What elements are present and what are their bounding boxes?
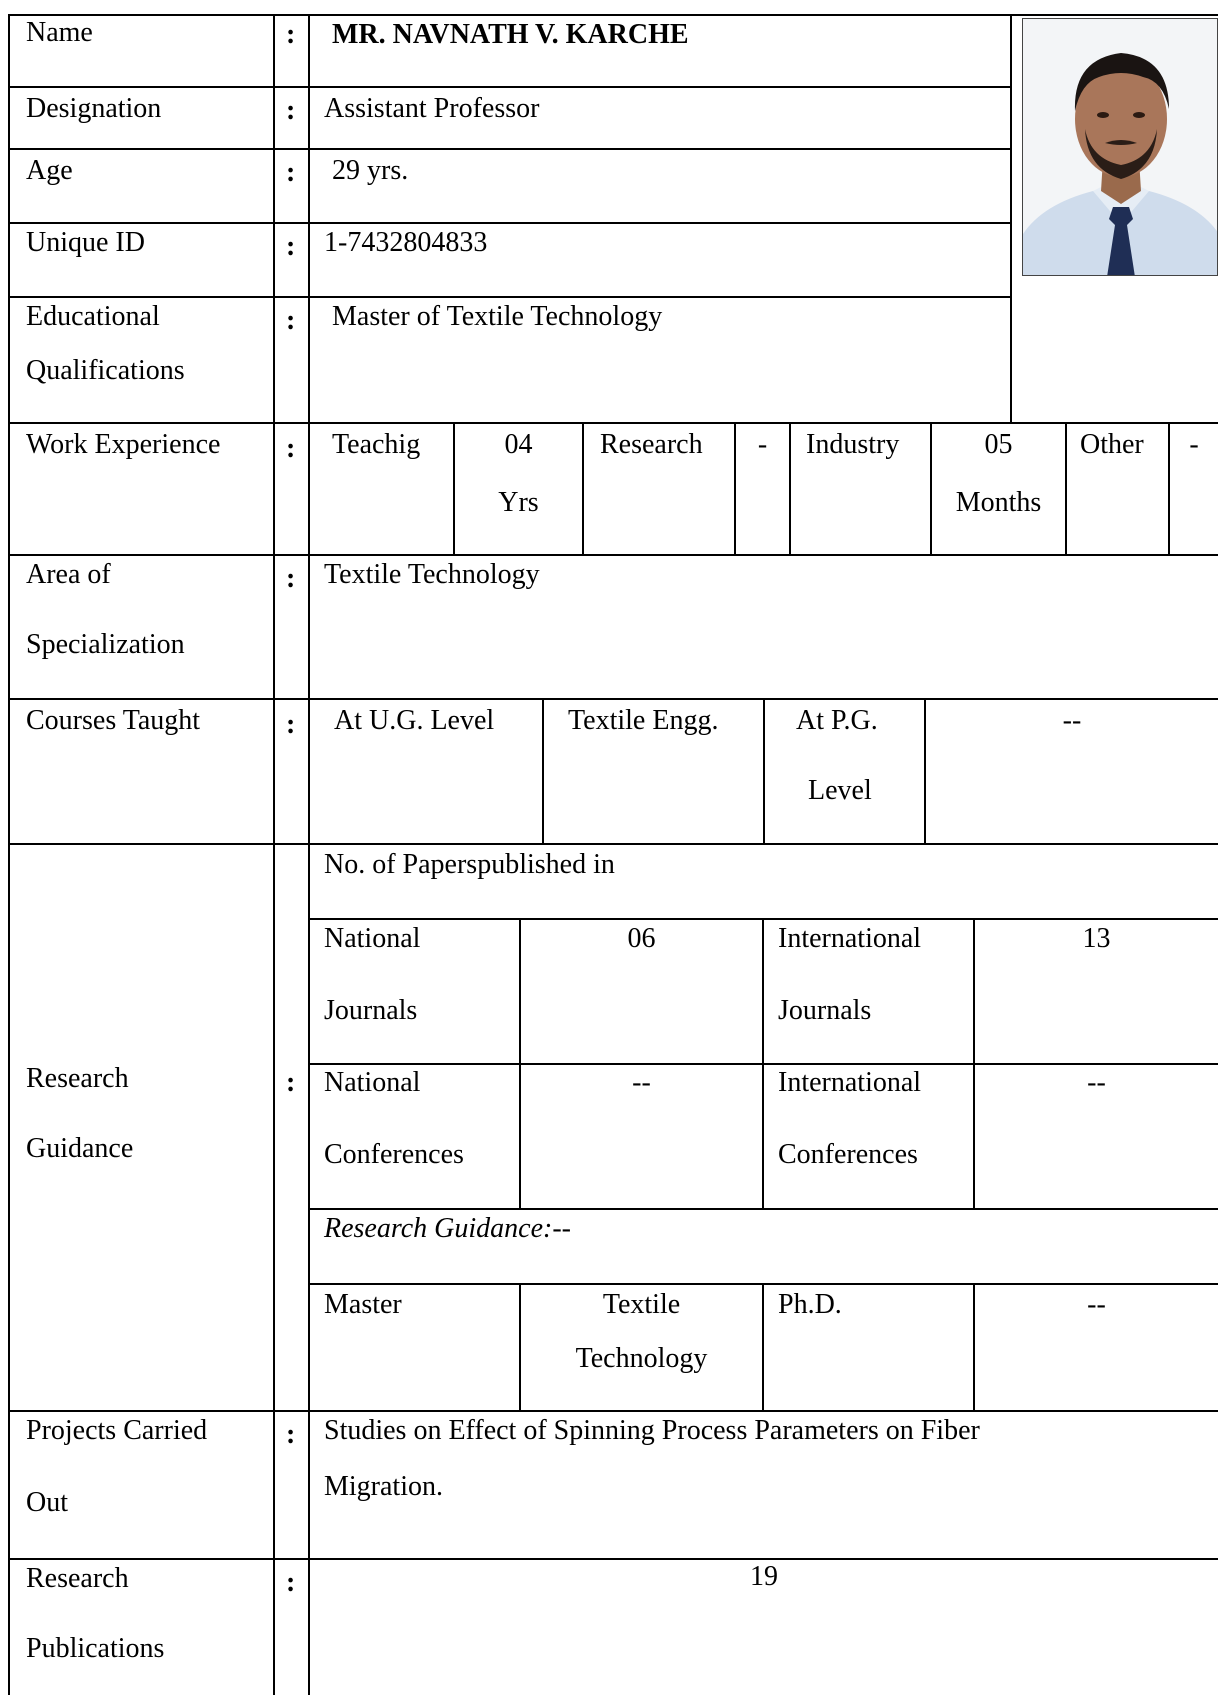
international-journals-label-line1: International <box>778 923 922 954</box>
research-label: Research <box>600 429 703 460</box>
name-value: MR. NAVNATH V. KARCHE <box>332 19 689 50</box>
cell-border <box>582 422 584 554</box>
work-experience-label: Work Experience <box>26 429 221 460</box>
row-line <box>8 148 1010 150</box>
specialization-value: Textile Technology <box>324 559 540 590</box>
ug-level-label: At U.G. Level <box>334 705 495 736</box>
international-journals-value: 13 <box>1082 923 1111 954</box>
ug-level-value: Textile Engg. <box>568 705 719 736</box>
courses-label: Courses Taught <box>26 705 201 736</box>
cell-border <box>762 1283 764 1410</box>
publications-label-line1: Research <box>26 1563 129 1594</box>
photo-col-border <box>1010 14 1012 424</box>
colon: : <box>286 231 296 262</box>
research-guidance-header: Research Guidance:-- <box>324 1213 571 1244</box>
teaching-value-line1: 04 <box>504 429 533 460</box>
age-label: Age <box>26 155 73 186</box>
unique-id-value: 1-7432804833 <box>324 227 488 258</box>
colon: : <box>286 305 296 336</box>
colon: : <box>286 709 296 740</box>
national-conferences-label-line2: Conferences <box>324 1139 464 1170</box>
education-label-line2: Qualifications <box>26 355 185 386</box>
cell-border <box>789 422 791 554</box>
colon: : <box>286 1067 296 1098</box>
colon-col-left-border <box>273 14 275 1695</box>
industry-value-line1: 05 <box>984 429 1013 460</box>
colon: : <box>286 157 296 188</box>
industry-value-line2: Months <box>955 487 1042 518</box>
projects-label-line2: Out <box>26 1487 68 1518</box>
cell-border <box>542 698 544 843</box>
specialization-label-line2: Specialization <box>26 629 185 660</box>
research-value: - <box>757 429 768 460</box>
projects-value-line1: Studies on Effect of Spinning Process Parameters on Fiber <box>324 1415 980 1446</box>
cell-border <box>1065 422 1067 554</box>
education-label-line1: Educational <box>26 301 160 332</box>
phd-label: Ph.D. <box>778 1289 842 1320</box>
designation-label: Designation <box>26 93 162 124</box>
national-conferences-value: -- <box>632 1067 651 1098</box>
border-left <box>8 14 10 1695</box>
pg-level-value: -- <box>1062 705 1082 736</box>
research-guidance-label-line2: Guidance <box>26 1133 134 1164</box>
international-journals-label-line2: Journals <box>778 995 872 1026</box>
pg-level-label-line1: At P.G. <box>796 705 878 736</box>
cell-border <box>763 698 765 843</box>
colon: : <box>286 1419 296 1450</box>
national-journals-value: 06 <box>627 923 656 954</box>
row-line <box>8 554 1218 556</box>
national-journals-label-line2: Journals <box>324 995 418 1026</box>
cell-border <box>762 918 764 1208</box>
national-journals-label-line1: National <box>324 923 421 954</box>
colon: : <box>286 95 296 126</box>
colon: : <box>286 19 296 50</box>
projects-label-line1: Projects Carried <box>26 1415 208 1446</box>
master-value-line1: Textile <box>602 1289 681 1320</box>
specialization-label-line1: Area of <box>26 559 111 590</box>
projects-value-line2: Migration. <box>324 1471 443 1502</box>
education-value: Master of Textile Technology <box>332 301 663 332</box>
pg-level-label-line2: Level <box>808 775 872 806</box>
international-conferences-value: -- <box>1087 1067 1106 1098</box>
unique-id-label: Unique ID <box>26 227 145 258</box>
colon-col-right-border <box>308 14 310 1695</box>
designation-value: Assistant Professor <box>324 93 540 124</box>
research-guidance-label-line1: Research <box>26 1063 129 1094</box>
master-value-line2: Technology <box>575 1343 708 1374</box>
other-value: - <box>1189 429 1199 460</box>
publications-value: 19 <box>750 1561 778 1592</box>
phd-value: -- <box>1087 1289 1106 1320</box>
publications-label-line2: Publications <box>26 1633 165 1664</box>
teaching-value-line2: Yrs <box>498 487 539 518</box>
international-conferences-label-line1: International <box>778 1067 922 1098</box>
person-photo-icon <box>1023 19 1218 276</box>
papers-published-header: No. of Paperspublished in <box>324 849 615 880</box>
national-conferences-label-line1: National <box>324 1067 421 1098</box>
colon: : <box>286 563 296 594</box>
name-label: Name <box>26 17 93 48</box>
teaching-label: Teachig <box>332 429 421 460</box>
colon: : <box>286 433 296 464</box>
colon: : <box>286 1567 296 1598</box>
other-label: Other <box>1080 429 1144 460</box>
age-value: 29 yrs. <box>332 155 409 186</box>
master-label: Master <box>324 1289 402 1320</box>
row-line <box>8 222 1010 224</box>
international-conferences-label-line2: Conferences <box>778 1139 918 1170</box>
industry-label: Industry <box>806 429 900 460</box>
profile-photo <box>1022 18 1218 276</box>
